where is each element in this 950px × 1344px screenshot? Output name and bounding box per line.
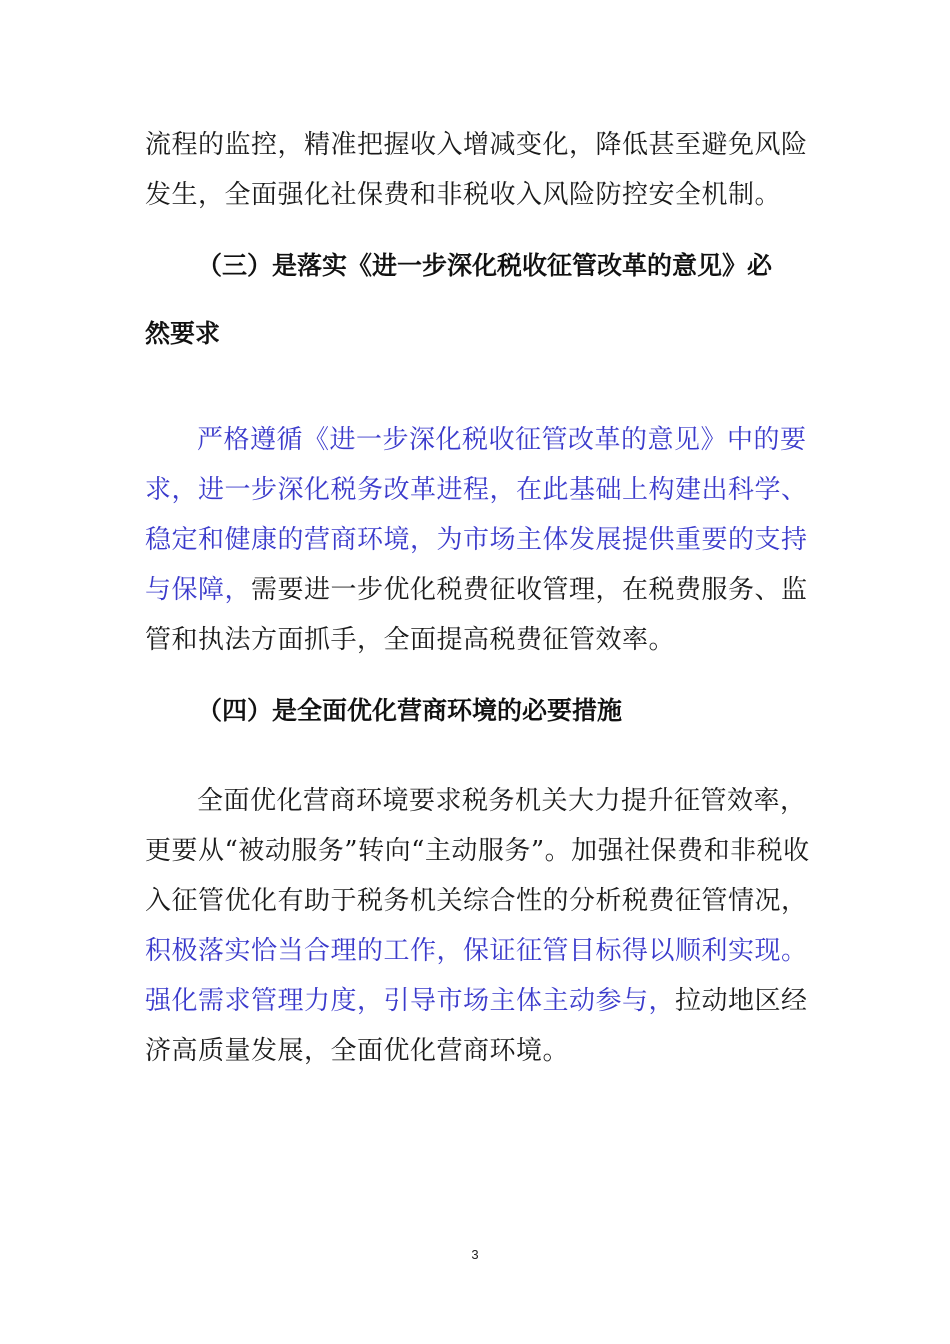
section-heading-three-line2: 然要求 <box>145 319 221 348</box>
section-heading-four-text: （四）是全面优化营商环境的必要措施 <box>197 696 623 725</box>
page-number: 3 <box>471 1247 479 1262</box>
section-heading-three <box>145 232 810 368</box>
paragraph-business-environment-highlight: 积极落实恰当合理的工作，保证征管目标得以顺利实现。强化需求管理力度，引导市场主体主动参与， <box>145 936 808 1016</box>
section-heading-three-line1: （三）是落实《进一步深化税收征管改革的意见》必 <box>197 251 773 280</box>
paragraph-risk-control <box>145 120 810 220</box>
paragraph-risk-control-text: 流程的监控，精准把握收入增减变化，降低甚至避免风险发生，全面强化社保费和非税收入风险防控安全机制。 <box>145 130 808 210</box>
paragraph-business-environment <box>145 776 810 1076</box>
paragraph-business-environment-start: 全面优化营商环境要求税务机关大力提升征管效率，更要从“被动服务”转向“主动服务”。加强社保费和非税收入征管优化有助于税务机关综合性的分析税费征管情况， <box>145 786 810 916</box>
paragraph-business-environment-end: 拉动地区经济高质量发展，全面优化营商环境。 <box>145 986 808 1066</box>
paragraph-reform-opinion-highlight: 严格遵循《进一步深化税收征管改革的意见》中的要求，进一步深化税务改革进程，在此基础上构建出科学、稳定和健康的营商环境，为市场主体发展提供重要的支持与保障， <box>145 425 808 605</box>
paragraph-reform-opinion <box>145 415 810 665</box>
paragraph-reform-opinion-rest: 需要进一步优化税费征收管理，在税费服务、监管和执法方面抓手，全面提高税费征管效率。 <box>145 575 808 655</box>
section-heading-four <box>145 677 810 745</box>
